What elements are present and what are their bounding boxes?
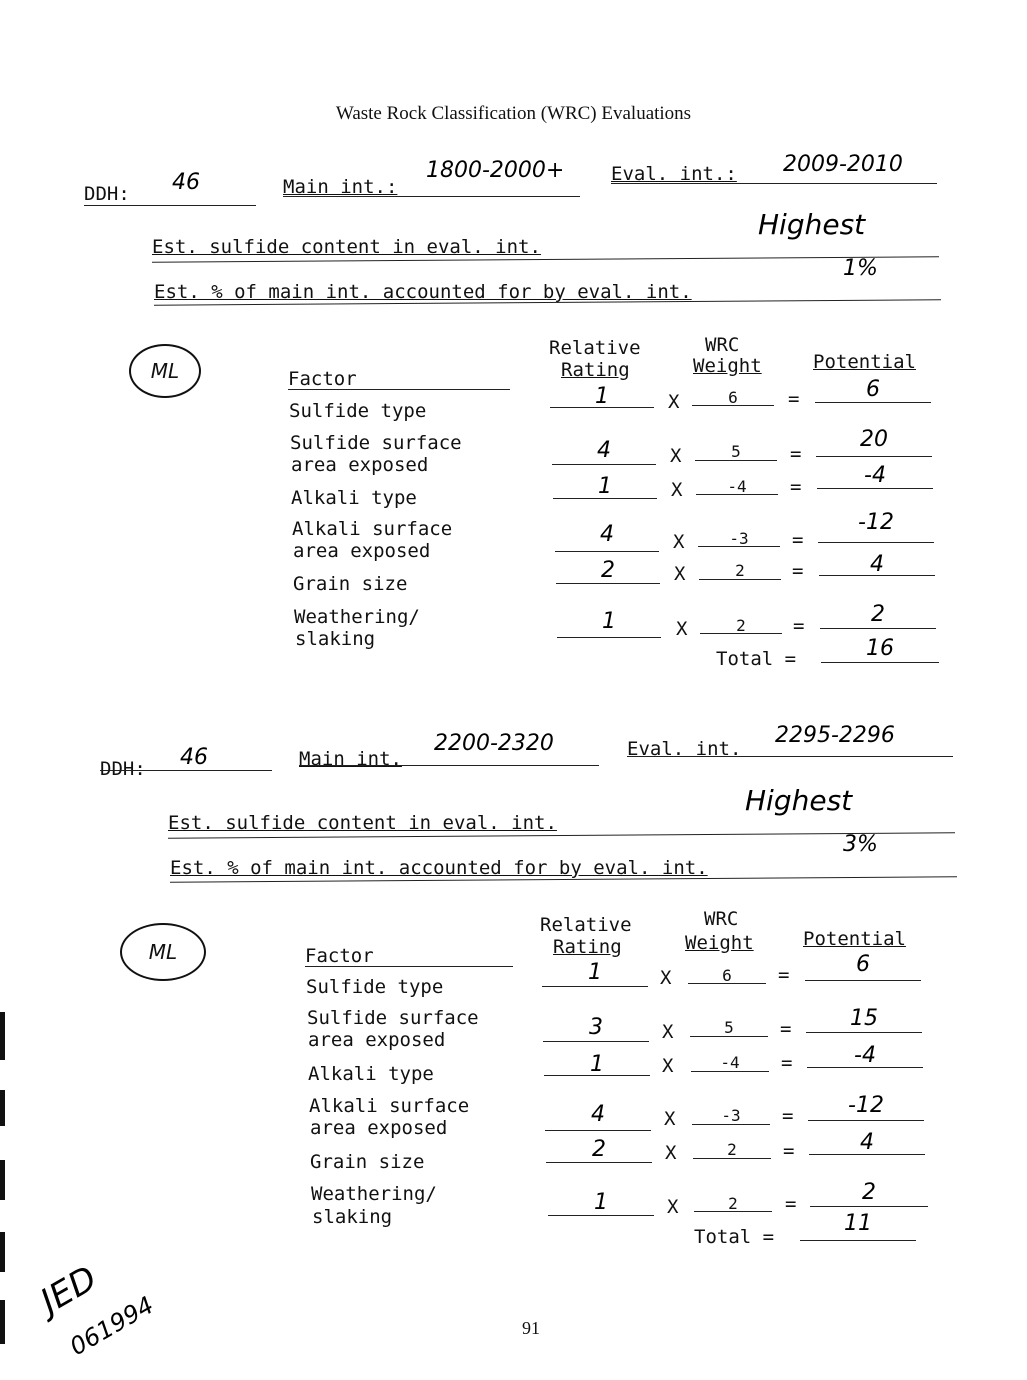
factor-cell: Weathering/ xyxy=(294,606,420,628)
weight-header: Weight xyxy=(693,355,762,377)
factor-cell-line2: area exposed xyxy=(308,1029,446,1051)
factor-cell-line2: slaking xyxy=(312,1206,393,1228)
ddh-value: 46 xyxy=(172,170,200,195)
weight-cell: -3 xyxy=(721,1106,741,1125)
rating-cell: 1 xyxy=(598,474,612,499)
percent-main-value: 3% xyxy=(843,832,878,857)
scan-edge-mark xyxy=(0,1160,5,1200)
times-symbol: X xyxy=(660,967,672,989)
potential-cell: 15 xyxy=(850,1006,878,1031)
times-symbol: X xyxy=(676,618,688,640)
weight-cell: 2 xyxy=(727,1140,737,1159)
times-symbol: X xyxy=(668,391,680,413)
factor-header: Factor xyxy=(288,368,357,390)
weight-cell: 5 xyxy=(731,442,741,461)
factor-cell: Alkali surface xyxy=(309,1095,470,1117)
times-symbol: X xyxy=(665,1142,677,1164)
equals-symbol: = xyxy=(792,529,804,551)
rating-header: Rating xyxy=(561,359,630,381)
factor-cell-line2: area exposed xyxy=(293,540,431,562)
equals-symbol: = xyxy=(792,560,804,582)
rating-cell: 1 xyxy=(602,609,616,634)
page-number: 91 xyxy=(522,1318,540,1338)
percent-main-label: Est. % of main int. accounted for by eval. int. xyxy=(154,281,692,303)
factor-cell: Alkali surface xyxy=(292,518,453,540)
scan-edge-mark xyxy=(0,1300,5,1344)
weight-cell: -4 xyxy=(720,1053,740,1072)
relative-header: Relative xyxy=(549,337,641,359)
factor-cell: Grain size xyxy=(293,573,408,595)
sulfide-content-label: Est. sulfide content in eval. int. xyxy=(152,236,541,258)
ml-stamp: ML xyxy=(120,923,206,981)
scan-edge-mark xyxy=(0,1090,5,1126)
potential-cell: -12 xyxy=(848,1093,884,1118)
factor-header: Factor xyxy=(305,945,374,967)
rating-cell: 1 xyxy=(588,960,602,985)
handwritten-initials: JED xyxy=(33,1258,104,1322)
weight-cell: -3 xyxy=(729,529,749,548)
percent-main-label: Est. % of main int. accounted for by eval. int. xyxy=(170,857,708,879)
potential-cell: 4 xyxy=(870,552,884,577)
weight-cell: 2 xyxy=(735,561,745,580)
equals-symbol: = xyxy=(785,1193,797,1215)
page-title: Waste Rock Classification (WRC) Evaluations xyxy=(335,103,692,124)
times-symbol: X xyxy=(664,1108,676,1130)
equals-symbol: = xyxy=(793,615,805,637)
times-symbol: X xyxy=(662,1055,674,1077)
potential-cell: 2 xyxy=(862,1180,876,1205)
scan-edge-mark xyxy=(0,1012,5,1060)
factor-cell: Alkali type xyxy=(308,1063,434,1085)
ddh-value: 46 xyxy=(180,745,208,770)
equals-symbol: = xyxy=(788,388,800,410)
relative-header: Relative xyxy=(540,914,632,936)
weight-cell: 2 xyxy=(736,616,746,635)
equals-symbol: = xyxy=(782,1105,794,1127)
total-value: 16 xyxy=(866,636,894,661)
eval-int-value: 2295-2296 xyxy=(775,723,895,748)
factor-cell: Grain size xyxy=(310,1151,425,1173)
potential-cell: 6 xyxy=(856,952,870,977)
factor-cell: Sulfide surface xyxy=(290,432,462,454)
main-int-label: Main int. xyxy=(299,748,402,770)
equals-symbol: = xyxy=(778,964,790,986)
factor-cell-line2: area exposed xyxy=(310,1117,448,1139)
factor-cell: Sulfide surface xyxy=(307,1007,479,1029)
equals-symbol: = xyxy=(780,1018,792,1040)
times-symbol: X xyxy=(671,479,683,501)
weight-header: Weight xyxy=(685,932,754,954)
factor-cell: Sulfide type xyxy=(306,976,444,998)
sulfide-content-value: Highest xyxy=(758,208,866,241)
times-symbol: X xyxy=(674,563,686,585)
times-symbol: X xyxy=(667,1196,679,1218)
scan-edge-mark xyxy=(0,1232,5,1272)
factor-cell: Sulfide type xyxy=(289,400,427,422)
potential-cell: 2 xyxy=(871,602,885,627)
equals-symbol: = xyxy=(790,476,802,498)
rating-cell: 2 xyxy=(592,1137,606,1162)
eval-int-label: Eval. int. xyxy=(627,738,742,760)
percent-main-value: 1% xyxy=(843,256,878,281)
ml-stamp: ML xyxy=(129,344,201,398)
wrc-header: WRC xyxy=(704,908,739,930)
wrc-header: WRC xyxy=(705,334,740,356)
rating-cell: 4 xyxy=(600,522,614,547)
main-int-label: Main int.: xyxy=(283,176,398,198)
rating-cell: 2 xyxy=(601,558,615,583)
potential-cell: 4 xyxy=(860,1130,874,1155)
weight-cell: 6 xyxy=(722,966,732,985)
total-label: Total = xyxy=(694,1226,775,1248)
rating-cell: 1 xyxy=(595,384,609,409)
weight-cell: 6 xyxy=(728,388,738,407)
main-int-value: 2200-2320 xyxy=(434,731,554,756)
potential-cell: -4 xyxy=(854,1043,876,1068)
ddh-label: DDH: xyxy=(84,183,130,205)
weight-cell: 5 xyxy=(724,1018,734,1037)
rating-cell: 4 xyxy=(597,438,611,463)
rating-cell: 1 xyxy=(594,1190,608,1215)
rating-cell: 3 xyxy=(589,1015,603,1040)
equals-symbol: = xyxy=(781,1052,793,1074)
times-symbol: X xyxy=(662,1021,674,1043)
rating-cell: 4 xyxy=(591,1102,605,1127)
potential-cell: 20 xyxy=(860,427,888,452)
rating-header: Rating xyxy=(553,936,622,958)
potential-cell: 6 xyxy=(866,377,880,402)
sulfide-content-value: Highest xyxy=(745,784,853,817)
equals-symbol: = xyxy=(790,443,802,465)
sulfide-content-label: Est. sulfide content in eval. int. xyxy=(168,812,557,834)
factor-cell: Alkali type xyxy=(291,487,417,509)
total-value: 11 xyxy=(844,1211,872,1236)
potential-header: Potential xyxy=(803,928,906,950)
potential-cell: -12 xyxy=(858,510,894,535)
factor-cell-line2: slaking xyxy=(295,628,376,650)
potential-header: Potential xyxy=(813,351,916,373)
factor-cell: Weathering/ xyxy=(311,1183,437,1205)
eval-int-value: 2009-2010 xyxy=(783,152,903,177)
factor-cell-line2: area exposed xyxy=(291,454,429,476)
ddh-label: DDH: xyxy=(100,758,146,780)
times-symbol: X xyxy=(670,445,682,467)
handwritten-date: 061994 xyxy=(65,1290,159,1362)
rating-cell: 1 xyxy=(590,1052,604,1077)
weight-cell: -4 xyxy=(727,477,747,496)
main-int-value: 1800-2000+ xyxy=(426,158,565,183)
eval-int-label: Eval. int.: xyxy=(611,163,737,185)
times-symbol: X xyxy=(673,531,685,553)
weight-cell: 2 xyxy=(728,1194,738,1213)
total-label: Total = xyxy=(716,648,797,670)
potential-cell: -4 xyxy=(864,463,886,488)
equals-symbol: = xyxy=(783,1140,795,1162)
